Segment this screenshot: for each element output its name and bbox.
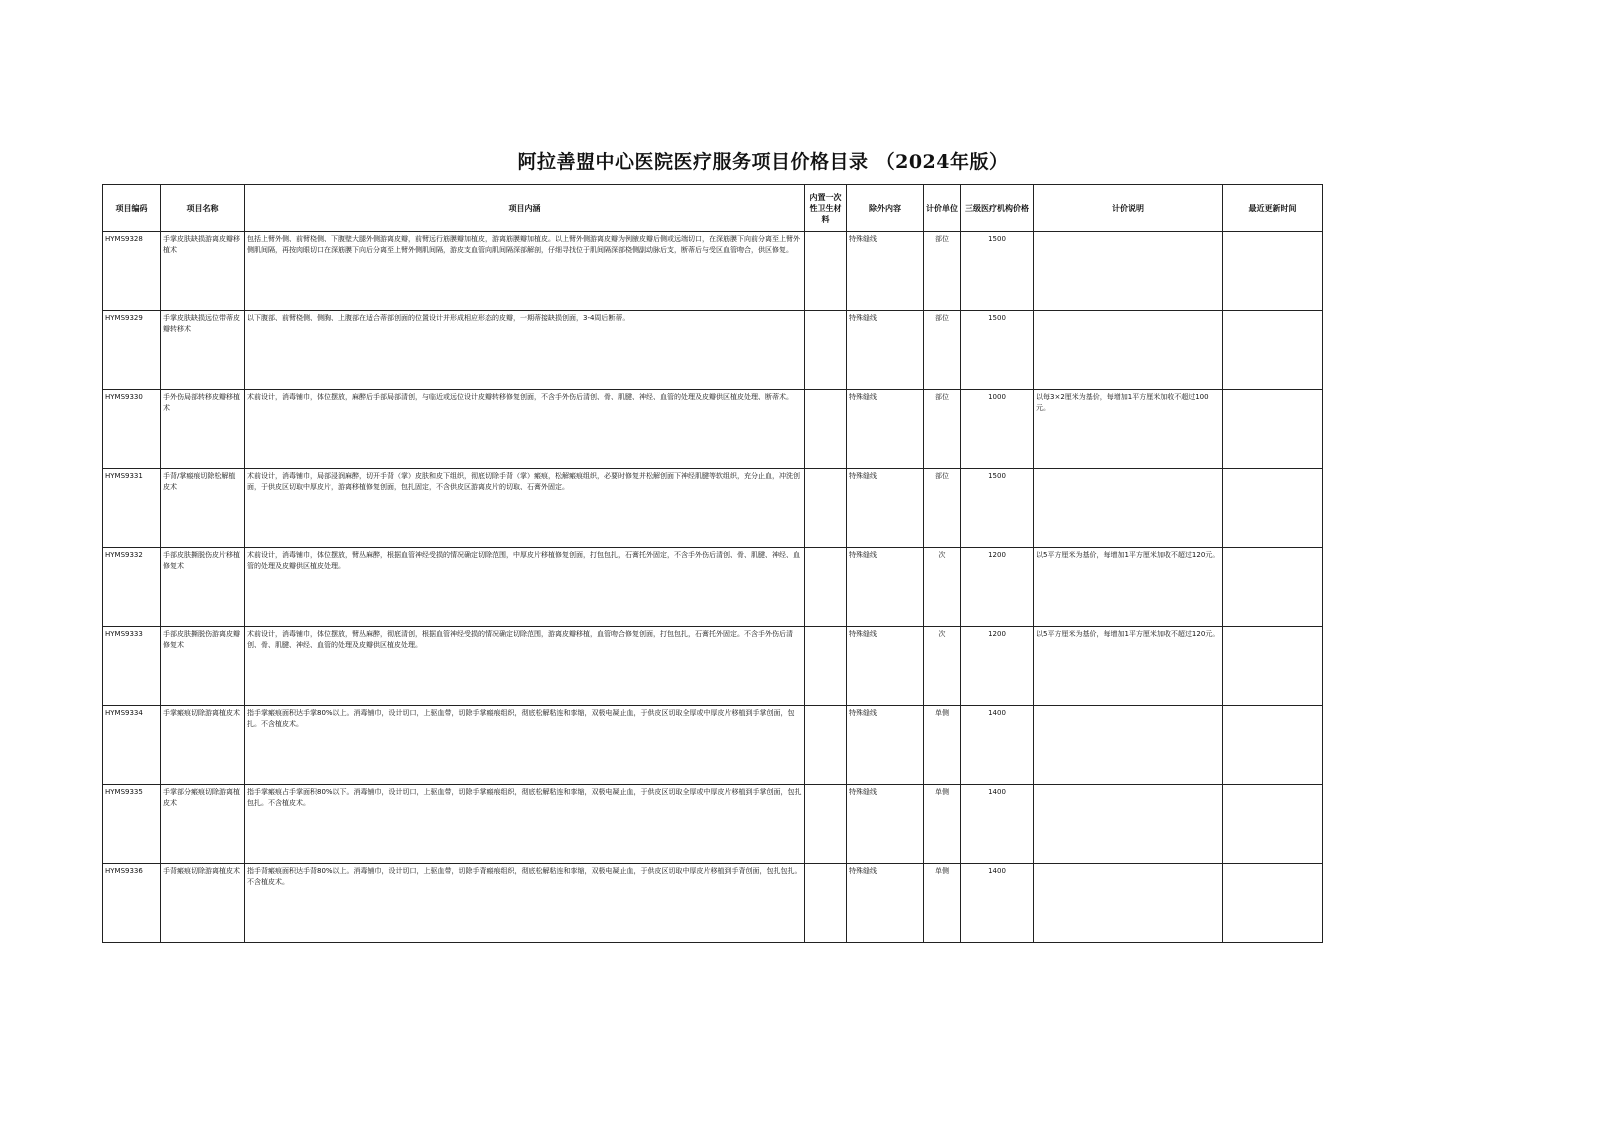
item-code: HYMS9329 bbox=[103, 311, 161, 390]
item-content: 指手掌瘢痕面积达手掌80%以上。消毒铺巾，设计切口，上驱血带，切除手掌瘢痕组织，彻底松解粘连和挛缩，双极电凝止血，于供皮区切取全厚或中厚皮片移植到手掌创面，包扎。不含植皮术。 bbox=[245, 706, 805, 785]
item-note bbox=[1034, 706, 1223, 785]
item-price: 1500 bbox=[961, 232, 1034, 311]
item-materials bbox=[805, 785, 847, 864]
item-unit: 单侧 bbox=[924, 706, 961, 785]
item-name: 手掌皮肤缺损远位带蒂皮瓣转移术 bbox=[161, 311, 245, 390]
item-note bbox=[1034, 864, 1223, 943]
item-code: HYMS9330 bbox=[103, 390, 161, 469]
item-name: 手掌部分瘢痕切除游离植皮术 bbox=[161, 785, 245, 864]
item-content: 术前设计，消毒铺巾，体位摆放，麻醉后手部局部清创，与临近或远位设计皮瓣转移修复创面，不含手外伤后清创、骨、肌腱、神经、血管的处理及皮瓣供区植皮处理、断蒂术。 bbox=[245, 390, 805, 469]
item-exclusions: 特殊缝线 bbox=[847, 548, 924, 627]
header-updated: 最近更新时间 bbox=[1223, 185, 1323, 232]
item-materials bbox=[805, 864, 847, 943]
item-updated bbox=[1223, 548, 1323, 627]
item-code: HYMS9333 bbox=[103, 627, 161, 706]
table-row bbox=[103, 864, 1323, 943]
item-content: 术前设计，消毒铺巾，体位摆放，臂丛麻醉，彻底清创，根据血管神经受损的情况确定切除范围，游离皮瓣移植，血管吻合修复创面，打包包扎，石膏托外固定。不含手外伤后清创、骨、肌腱、神经、血管的处理及皮瓣供区植皮处理。 bbox=[245, 627, 805, 706]
item-content: 术前设计，消毒铺巾，体位摆放，臂丛麻醉，根据血管神经受损的情况确定切除范围，中厚皮片移植修复创面，打包包扎，石膏托外固定，不含手外伤后清创、骨、肌腱、神经、血管的处理及皮瓣供区植皮处理。 bbox=[245, 548, 805, 627]
item-updated bbox=[1223, 706, 1323, 785]
item-unit: 单侧 bbox=[924, 785, 961, 864]
item-updated bbox=[1223, 864, 1323, 943]
table-row bbox=[103, 311, 1323, 390]
table-row bbox=[103, 232, 1323, 311]
item-content: 指手掌瘢痕占手掌面积80%以下。消毒铺巾，设计切口，上驱血带，切除手掌瘢痕组织，彻底松解粘连和挛缩，双极电凝止血，于供皮区切取全厚或中厚皮片移植到手掌创面，包扎包扎。不含植皮术。 bbox=[245, 785, 805, 864]
item-note: 以5平方厘米为基价，每增加1平方厘米加收不超过120元。 bbox=[1034, 548, 1223, 627]
item-content: 以下腹部、前臂桡侧、侧胸、上腹部在适合蒂部创面的位置设计并形成相应形态的皮瓣，一期蒂接缺损创面，3-4周后断蒂。 bbox=[245, 311, 805, 390]
item-exclusions: 特殊缝线 bbox=[847, 706, 924, 785]
item-name: 手部皮肤撕脱伤皮片移植修复术 bbox=[161, 548, 245, 627]
item-updated bbox=[1223, 785, 1323, 864]
item-price: 1500 bbox=[961, 311, 1034, 390]
item-price: 1200 bbox=[961, 627, 1034, 706]
item-unit: 次 bbox=[924, 627, 961, 706]
item-exclusions: 特殊缝线 bbox=[847, 627, 924, 706]
item-price: 1500 bbox=[961, 469, 1034, 548]
table-row bbox=[103, 785, 1323, 864]
item-name: 手背/掌瘢痕切除松解植皮术 bbox=[161, 469, 245, 548]
item-code: HYMS9331 bbox=[103, 469, 161, 548]
item-code: HYMS9328 bbox=[103, 232, 161, 311]
item-exclusions: 特殊缝线 bbox=[847, 311, 924, 390]
item-updated bbox=[1223, 469, 1323, 548]
item-exclusions: 特殊缝线 bbox=[847, 785, 924, 864]
item-unit: 部位 bbox=[924, 390, 961, 469]
table-row bbox=[103, 390, 1323, 469]
item-note bbox=[1034, 469, 1223, 548]
item-code: HYMS9332 bbox=[103, 548, 161, 627]
item-code: HYMS9334 bbox=[103, 706, 161, 785]
item-materials bbox=[805, 706, 847, 785]
item-note: 以每3×2厘米为基价，每增加1平方厘米加收不超过100元。 bbox=[1034, 390, 1223, 469]
item-unit: 部位 bbox=[924, 469, 961, 548]
item-content: 术前设计，消毒铺巾，局部浸润麻醉，切开手背（掌）皮肤和皮下组织，彻底切除手背（掌）瘢痕，松解瘢痕组织，必要时修复并松解创面下神经肌腱等软组织，充分止血，冲洗创面，于供皮区切取中厚皮片，游离移植修复创面，包扎固定，不含供皮区游离皮片的切取、石膏外固定。 bbox=[245, 469, 805, 548]
item-materials bbox=[805, 627, 847, 706]
header-content: 项目内涵 bbox=[245, 185, 805, 232]
item-note bbox=[1034, 785, 1223, 864]
header-name: 项目名称 bbox=[161, 185, 245, 232]
header-materials: 内置一次性卫生材料 bbox=[805, 185, 847, 232]
item-exclusions: 特殊缝线 bbox=[847, 232, 924, 311]
item-exclusions: 特殊缝线 bbox=[847, 469, 924, 548]
item-price: 1400 bbox=[961, 785, 1034, 864]
item-note bbox=[1034, 311, 1223, 390]
item-materials bbox=[805, 390, 847, 469]
header-price: 三级医疗机构价格 bbox=[961, 185, 1034, 232]
item-name: 手外伤局部转移皮瓣移植术 bbox=[161, 390, 245, 469]
item-updated bbox=[1223, 627, 1323, 706]
item-name: 手掌瘢痕切除游离植皮术 bbox=[161, 706, 245, 785]
item-updated bbox=[1223, 390, 1323, 469]
item-exclusions: 特殊缝线 bbox=[847, 390, 924, 469]
table-body bbox=[103, 232, 1323, 943]
document-title: 阿拉善盟中心医院医疗服务项目价格目录 （2024年版） bbox=[517, 151, 1009, 173]
table-row bbox=[103, 706, 1323, 785]
item-price: 1200 bbox=[961, 548, 1034, 627]
item-price: 1400 bbox=[961, 706, 1034, 785]
table-row bbox=[103, 469, 1323, 548]
header-row bbox=[103, 185, 1323, 232]
header-exclusions: 除外内容 bbox=[847, 185, 924, 232]
item-materials bbox=[805, 232, 847, 311]
item-name: 手部皮肤撕脱伤游离皮瓣修复术 bbox=[161, 627, 245, 706]
item-unit: 部位 bbox=[924, 311, 961, 390]
table-row bbox=[103, 627, 1323, 706]
item-unit: 单侧 bbox=[924, 864, 961, 943]
item-price: 1000 bbox=[961, 390, 1034, 469]
item-code: HYMS9335 bbox=[103, 785, 161, 864]
item-unit: 次 bbox=[924, 548, 961, 627]
item-note bbox=[1034, 232, 1223, 311]
item-updated bbox=[1223, 311, 1323, 390]
item-materials bbox=[805, 311, 847, 390]
header-code: 项目编码 bbox=[103, 185, 161, 232]
item-name: 手背瘢痕切除游离植皮术 bbox=[161, 864, 245, 943]
item-updated bbox=[1223, 232, 1323, 311]
header-note: 计价说明 bbox=[1034, 185, 1223, 232]
item-unit: 部位 bbox=[924, 232, 961, 311]
table-row bbox=[103, 548, 1323, 627]
item-price: 1400 bbox=[961, 864, 1034, 943]
item-content: 指手背瘢痕面积达手背80%以上。消毒铺巾，设计切口，上驱血带，切除手背瘢痕组织，彻底松解粘连和挛缩，双极电凝止血，于供皮区切取中厚皮片移植到手背创面，包扎包扎。不含植皮术。 bbox=[245, 864, 805, 943]
item-content: 包括上臂外侧、前臂桡侧、下腹壁大腿外侧游离皮瓣，前臂远行筋膜瓣加植皮，游离筋膜瓣加植皮。以上臂外侧游离皮瓣为例腋皮瓣后侧或远端切口，在深筋膜下向前分离至上臂外侧肌间隔，再按肉眼切口在深筋膜下向后分离至上臂外侧肌间隔，游皮支血管向肌间隔深部解剖，仔细寻找位于肌间隔深部桡侧副动脉后支，断蒂后与受区血管吻合，供区修复。 bbox=[245, 232, 805, 311]
item-materials bbox=[805, 469, 847, 548]
header-unit: 计价单位 bbox=[924, 185, 961, 232]
item-exclusions: 特殊缝线 bbox=[847, 864, 924, 943]
item-note: 以5平方厘米为基价，每增加1平方厘米加收不超过120元。 bbox=[1034, 627, 1223, 706]
item-name: 手掌皮肤缺损游离皮瓣移植术 bbox=[161, 232, 245, 311]
price-table bbox=[102, 184, 1323, 943]
item-materials bbox=[805, 548, 847, 627]
item-code: HYMS9336 bbox=[103, 864, 161, 943]
